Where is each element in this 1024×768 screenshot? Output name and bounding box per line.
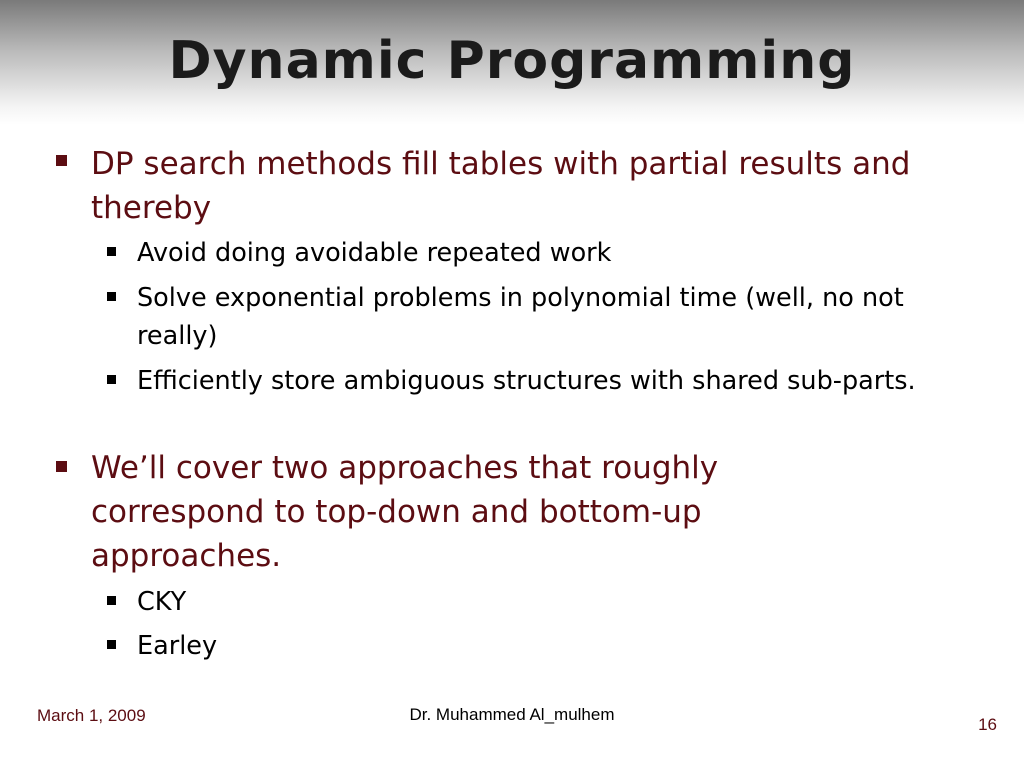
square-bullet-icon [56,461,67,472]
square-bullet-icon [107,596,116,605]
footer-date: March 1, 2009 [37,706,146,725]
page-number: 16 [978,715,997,734]
bullet-level2: Avoid doing avoidable repeated work [137,238,612,268]
bullet-level2: Efficiently store ambiguous structures with shared sub-parts. [137,366,916,396]
bullet-level1: We’ll cover two approaches that roughly correspond to top-down and bottom-up approaches. [91,450,719,574]
square-bullet-icon [107,292,116,301]
slide-title: Dynamic Programming [168,31,856,91]
bullet-level2: Earley [137,631,218,661]
footer-author: Dr. Muhammed Al_mulhem [409,705,615,724]
bullet-level1: DP search methods fill tables with partial results and thereby [91,146,911,226]
square-bullet-icon [107,640,116,649]
square-bullet-icon [107,247,116,256]
bullet-level2: CKY [137,587,187,617]
bullet-level2: Solve exponential problems in polynomial time (well, no not really) [137,283,904,351]
square-bullet-icon [56,155,67,166]
square-bullet-icon [107,375,116,384]
